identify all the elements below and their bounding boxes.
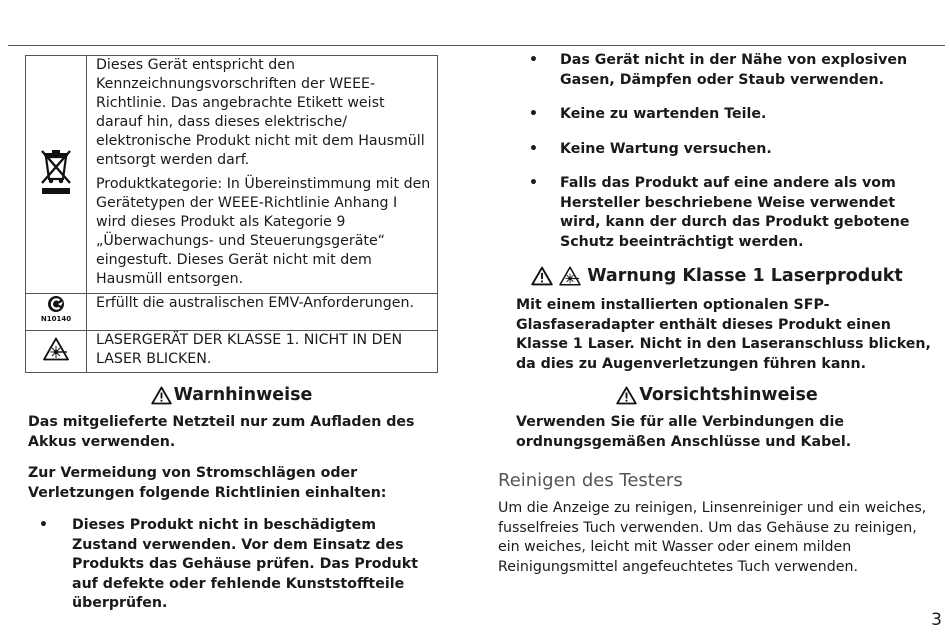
bullet-text: Keine Wartung versuchen. — [560, 140, 772, 157]
symbol-cell — [26, 331, 87, 373]
symbol-description — [87, 294, 438, 331]
header-rule — [8, 45, 945, 46]
laser-warning-icon — [43, 337, 69, 361]
table-row — [26, 56, 438, 294]
warnhinweise-list-left — [25, 516, 438, 614]
laser-warning-heading — [497, 266, 937, 286]
laser-warning-title: Warnung Klasse 1 Laserprodukt — [587, 266, 903, 286]
bullet-text: Das Gerät nicht in der Nähe von explosiven Gasen, Dämpfen oder Staub verwenden. — [560, 52, 908, 88]
warning-triangle-icon — [531, 266, 553, 286]
right-column — [497, 50, 937, 577]
list-item: • Dieses Produkt nicht in beschädigtem Zustand verwenden. Vor dem Einsatz des Produkts das Gehäuse prüfen. Das Produkt auf defekte oder fehlende Kunststoffteile überprüfen. — [39, 517, 418, 611]
laser-warning-text: Mit einem installierten optionalen SFP-Glasfaseradapter enthält dieses Produkt einen Klasse 1 Laser. Nicht in den Laseranschluss blicken, da dies zu Augenverletzungen führen kann. — [516, 297, 931, 372]
warnhinweise-list-right — [497, 51, 937, 252]
warnhinweise-heading — [25, 385, 438, 405]
bullet-text: Dieses Produkt nicht in beschädigtem Zustand verwenden. Vor dem Einsatz des Produkts das Gehäuse prüfen. Das Produkt auf defekte oder fehlende Kunststoffteile überprüfen. — [72, 517, 418, 611]
list-item: • Keine zu wartenden Teile. — [529, 106, 767, 122]
laser-paragraph: LASERGERÄT DER KLASSE 1. NICHT IN DEN LASER BLICKEN. — [96, 332, 403, 367]
warning-triangle-icon — [616, 386, 637, 405]
symbol-cell — [26, 294, 87, 331]
weee-paragraph: Dieses Gerät entspricht den Kennzeichnungsvorschriften der WEEE-Richtlinie. Das angebrachte Etikett weist darauf hin, dass dieses elektrische/ elektronische Produkt nicht mit dem Hausmüll entsorgt werden darf. — [96, 57, 425, 168]
list-item: • Das Gerät nicht in der Nähe von explosiven Gasen, Dämpfen oder Staub verwenden. — [529, 52, 908, 88]
left-column — [25, 50, 438, 614]
reinigen-heading: Reinigen des Testers — [498, 470, 683, 491]
bullet-text: Falls das Produkt auf eine andere als vom Hersteller beschriebene Weise verwendet wird, kann der durch das Produkt gebotene Schutz beeinträchtigt werden. — [560, 175, 910, 250]
product-category-paragraph: Produktkategorie: In Übereinstimmung mit den Gerätetypen der WEEE-Richtlinie Anhang I wird dieses Produkt als Kategorie 9 „Überwachungs- und Steuerungsgeräte“ eingestuft. Dieses Gerät nicht mit dem Hausmüll entsorgen. — [96, 176, 431, 287]
list-item: • Keine Wartung versuchen. — [529, 140, 772, 157]
weee-crossed-bin-icon — [41, 149, 71, 195]
symbol-description — [87, 331, 438, 373]
reinigen-text: Um die Anzeige zu reinigen, Linsenreiniger und ein weiches, fusselfreies Tuch verwenden. Um das Gehäuse zu reinigen, ein weiches, leicht mit Wasser oder einem milden Reinigungsmittel angefeuchtetes Tuch verwenden. — [498, 500, 927, 575]
symbol-cell — [26, 56, 87, 294]
symbols-table — [25, 55, 438, 373]
vorsichtshinweise-text: Verwenden Sie für alle Verbindungen die ordnungsgemäßen Anschlüsse und Kabel. — [516, 414, 852, 450]
rcm-label: N10140 — [40, 315, 72, 323]
emc-paragraph: Erfüllt die australischen EMV-Anforderungen. — [96, 295, 415, 311]
vorsichtshinweise-title: Vorsichtshinweise — [639, 385, 818, 405]
warnhinweise-intro: Das mitgelieferte Netzteil nur zum Aufladen des Akkus verwenden. — [28, 414, 415, 450]
vorsichtshinweise-heading — [497, 385, 937, 405]
symbol-description — [87, 56, 438, 294]
table-row — [26, 331, 438, 373]
list-item: • Falls das Produkt auf eine andere als vom Hersteller beschriebene Weise verwendet wird, kann der durch das Produkt gebotene Schutz beeinträchtigt werden. — [529, 175, 910, 250]
page-number: 3 — [931, 610, 942, 630]
rcm-mark-icon — [39, 295, 73, 323]
warnhinweise-lead: Zur Vermeidung von Stromschlägen oder Verletzungen folgende Richtlinien einhalten: — [28, 465, 387, 501]
warning-triangle-icon — [151, 386, 172, 405]
warnhinweise-title: Warnhinweise — [173, 385, 313, 405]
laser-warning-icon — [558, 266, 582, 286]
table-row — [26, 294, 438, 331]
bullet-text: Keine zu wartenden Teile. — [560, 106, 767, 122]
